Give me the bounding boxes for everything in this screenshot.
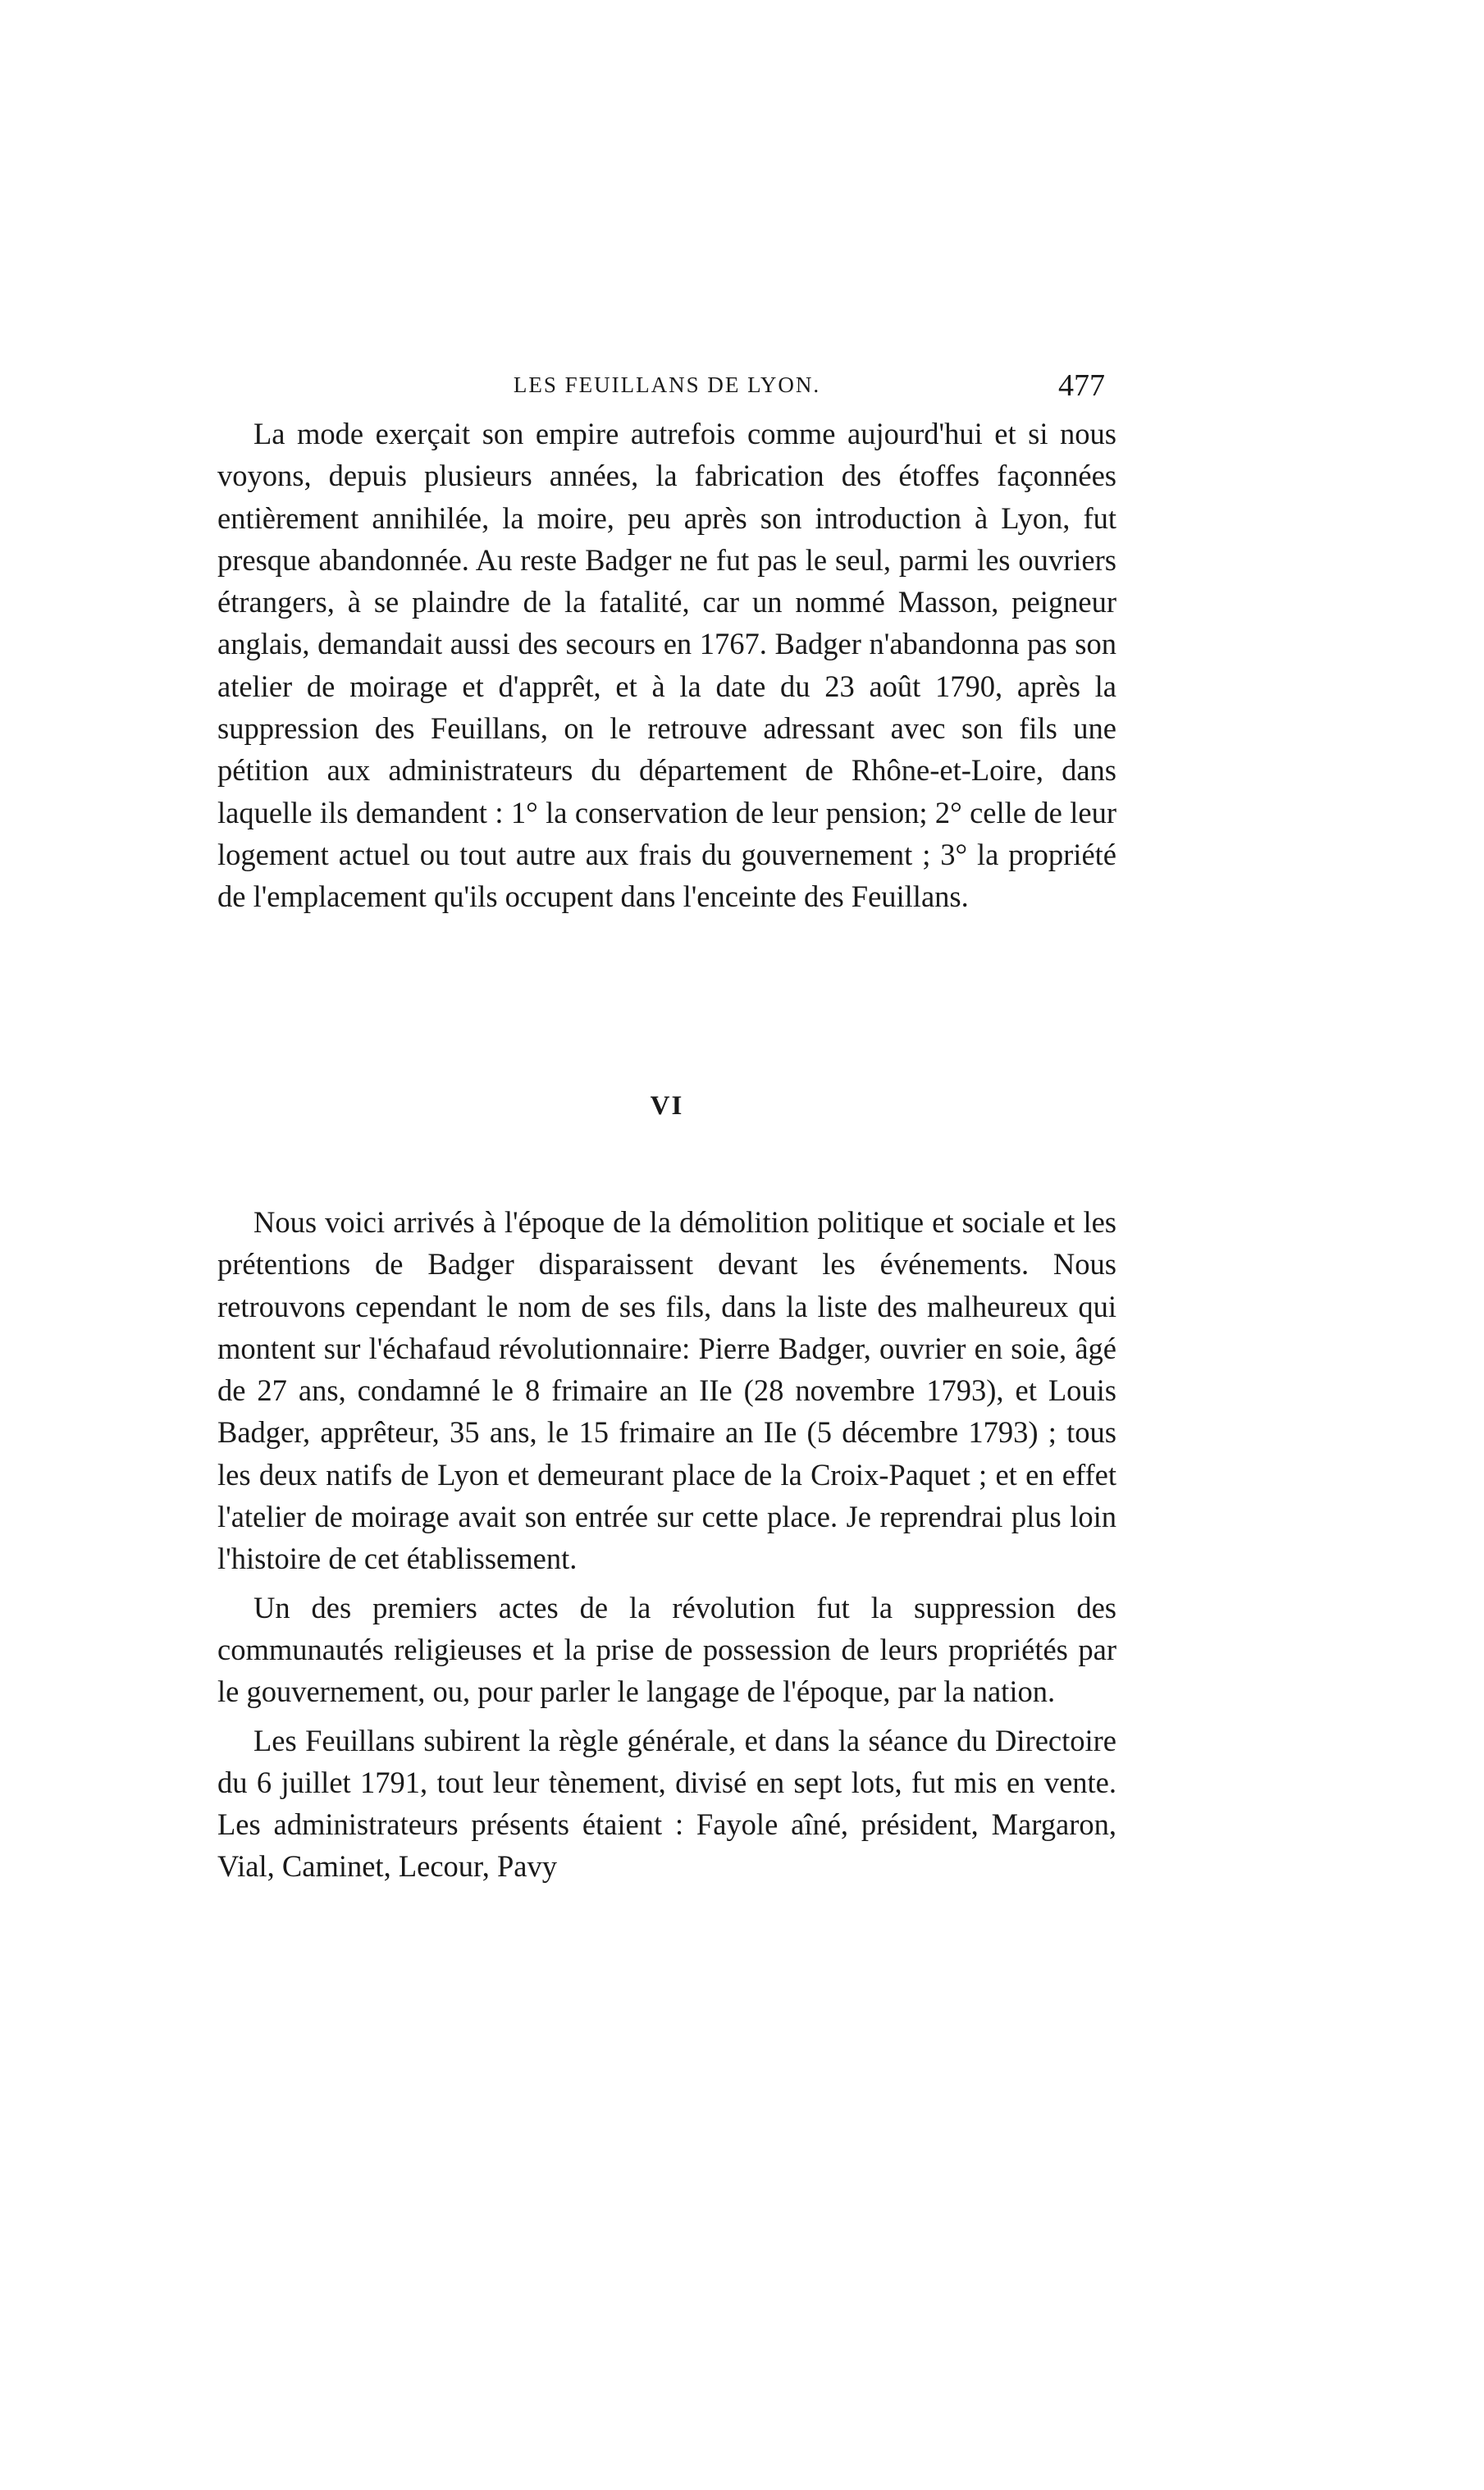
running-head — [217, 368, 1116, 409]
page-number: 477 — [1058, 368, 1105, 403]
running-title: LES FEUILLANS DE LYON. — [513, 372, 821, 397]
section-heading: VI — [650, 1091, 684, 1121]
paragraph: Les Feuillans subirent la règle générale, et dans la séance du Directoire du 6 juillet 1791, tout leur tènement, divisé en sept lots, fut mis en vente. Les administrateurs présents étaient : Fayole aîné, président, Margaron, Vial, Caminet, Lecour, Pavy — [217, 1723, 1116, 1884]
paragraph: Nous voici arrivés à l'époque de la démolition politique et sociale et les prétentions de Badger disparaissent devant les événements. Nous retrouvons cependant le nom de ses fils, dans la liste des malheureux qui montent sur l'échafaud révolutionnaire: Pierre Badger, ouvrier en soie, âgé de 27 ans, condamné le 8 frimaire an IIe (28 novembre 1793), et Louis Badger, apprêteur, 35 ans, le 15 frimaire an IIe (5 décembre 1793) ; tous les deux natifs de Lyon et demeurant place de la Croix-Paquet ; et en effet l'atelier de moirage avait son entrée sur cette place. Je reprendrai plus loin l'histoire de cet établissement. — [217, 1205, 1116, 1576]
text-block-before-section — [217, 413, 1116, 918]
paragraph: La mode exerçait son empire autrefois comme aujourd'hui et si nous voyons, depuis plusieurs années, la fabrication des étoffes façonnées entièrement annihilée, la moire, peu après son introduction à Lyon, fut presque abandonnée. Au reste Badger ne fut pas le seul, parmi les ouvriers étrangers, à se plaindre de la fatalité, car un nommé Masson, peigneur anglais, demandait aussi des secours en 1767. Badger n'abandonna pas son atelier de moirage et d'apprêt, et à la date du 23 août 1790, après la suppression des Feuillans, on le retrouve adressant avec son fils une pétition aux administrateurs du département de Rhône-et-Loire, dans laquelle ils demandent : 1° la conservation de leur pension; 2° celle de leur logement actuel ou tout autre aux frais du gouvernement ; 3° la propriété de l'emplacement qu'ils occupent dans l'enceinte des Feuillans. — [217, 417, 1116, 914]
paragraph: Un des premiers actes de la révolution fut la suppression des communautés religieuses et la prise de possession de leurs propriétés par le gouvernement, ou, pour parler le langage de l'époque, par la nation. — [217, 1590, 1116, 1709]
text-block-after-section — [217, 1201, 1116, 1888]
